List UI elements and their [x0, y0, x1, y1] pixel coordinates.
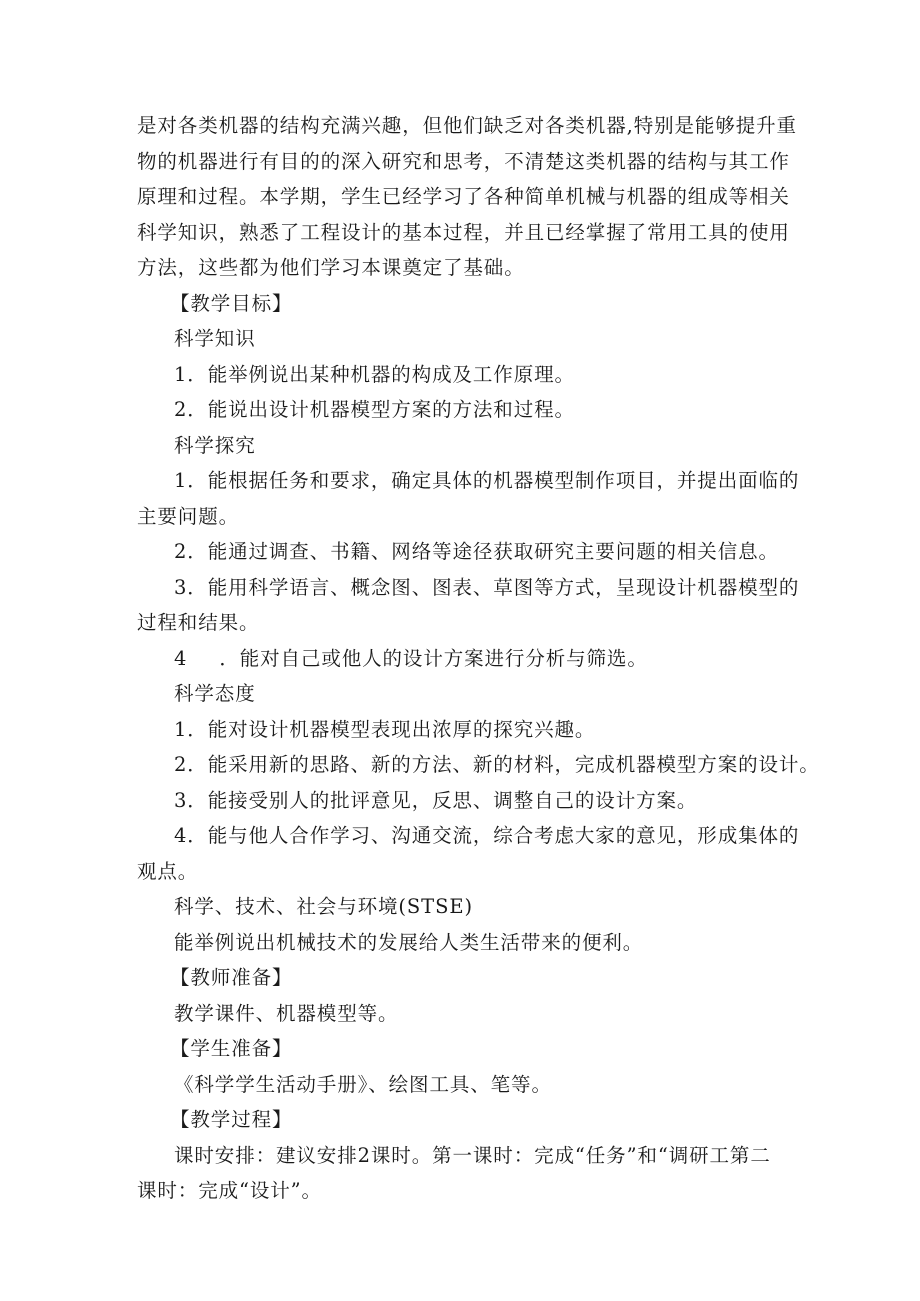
inquiry-item-1-continued: 主要问题。 — [137, 504, 240, 528]
attitude-item-1: 1．能对设计机器模型表现出浓厚的探究兴趣。 — [174, 717, 596, 741]
attitude-item-4-continued: 观点。 — [137, 859, 199, 883]
inquiry-item-1: 1．能根据任务和要求，确定具体的机器模型制作项目，并提出面临的 — [174, 469, 800, 492]
inquiry-item-3-continued: 过程和结果。 — [137, 611, 260, 634]
attitude-title: 科学态度 — [174, 682, 256, 705]
stse-text: 能举例说出机械技术的发展给人类生活带来的便利。 — [174, 930, 644, 954]
knowledge-item-1: 1．能举例说出某种机器的构成及工作原理。 — [174, 362, 575, 386]
inquiry-item-4 — [137, 641, 787, 677]
student-prep-text: 《科学学生活动手册》、绘图工具、笔等。 — [174, 1072, 552, 1096]
goals-heading: 【教学目标】 — [170, 291, 293, 315]
inquiry-title: 科学探究 — [174, 433, 256, 457]
knowledge-title: 科学知识 — [174, 327, 256, 350]
process-schedule-line-1: 课时安排：建议安排2课时。第一课时：完成“任务”和“调研工第二 — [174, 1143, 771, 1167]
attitude-item-2: 2．能采用新的思路、新的方法、新的材料，完成机器模型方案的设计。 — [174, 753, 820, 776]
knowledge-item-2: 2．能说出设计机器模型方案的方法和过程。 — [174, 398, 575, 421]
teacher-prep-heading: 【教师准备】 — [170, 966, 293, 989]
inquiry-item-4-text: ．能对自己或他人的设计方案进行分析与筛选。 — [219, 646, 648, 670]
intro-line-4: 科学知识，熟悉了工程设计的基本过程，并且已经掌握了常用工具的使用 — [137, 220, 790, 244]
intro-line-5: 方法，这些都为他们学习本课奠定了基础。 — [137, 256, 525, 279]
attitude-item-3: 3．能接受别人的批评意见，反思、调整自己的设计方案。 — [174, 788, 698, 812]
student-prep-heading: 【学生准备】 — [170, 1037, 293, 1060]
inquiry-item-2: 2．能通过调查、书籍、网络等途径获取研究主要问题的相关信息。 — [174, 540, 779, 563]
attitude-item-4: 4．能与他人合作学习、沟通交流，综合考虑大家的意见，形成集体的 — [174, 824, 800, 847]
process-heading: 【教学过程】 — [170, 1108, 293, 1131]
inquiry-item-3: 3．能用科学语言、概念图、图表、草图等方式，呈现设计机器模型的 — [174, 575, 800, 599]
document-body — [137, 108, 820, 1209]
process-schedule-line-2: 课时：完成“设计”。 — [137, 1179, 322, 1202]
teacher-prep-text: 教学课件、机器模型等。 — [174, 1001, 399, 1025]
intro-line-1: 是对各类机器的结构充满兴趣，但他们缺乏对各类机器,特别是能够提升重 — [137, 114, 797, 137]
intro-line-3: 原理和过程。本学期，学生已经学习了各种简单机械与机器的组成等相关 — [137, 185, 790, 208]
intro-line-2: 物的机器进行有目的的深入研究和思考，不清楚这类机器的结构与其工作 — [137, 149, 790, 173]
stse-title: 科学、技术、社会与环境(STSE) — [174, 895, 473, 918]
inquiry-item-4-number: 4 — [174, 646, 188, 670]
